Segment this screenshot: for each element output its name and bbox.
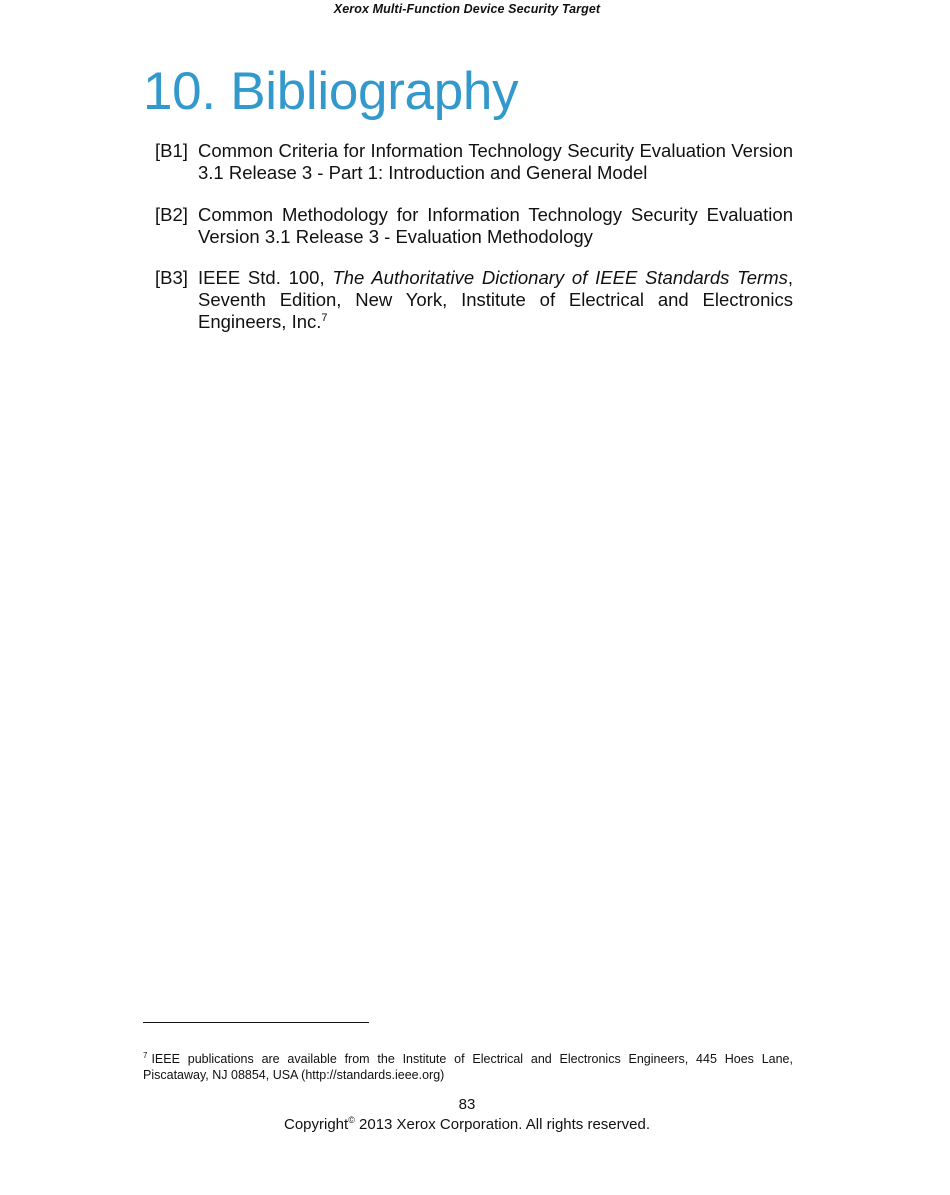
page-footer	[0, 1095, 934, 1135]
entry-text: Common Methodology for Information Technology Security Evaluation Version 3.1 Release 3 - Evaluation Methodology	[198, 203, 793, 247]
copyright-line	[0, 1115, 934, 1135]
footnote-text: IEEE publications are available from the Institute of Electrical and Electronics Engineers, 445 Hoes Lane, Piscataway, NJ 08854, USA (http://standards.ieee.org)	[143, 1052, 793, 1082]
bibliography-entry-b2	[155, 204, 793, 248]
entry-text: Common Criteria for Information Technology Security Evaluation Version 3.1 Release 3 - Part 1: Introduction and General Model	[198, 140, 793, 183]
footnote-divider	[143, 1022, 369, 1023]
footnote-reference[interactable]: 7	[321, 312, 328, 324]
chapter-title: 10. Bibliography	[143, 62, 519, 121]
entry-label: [B1]	[155, 140, 188, 161]
entry-text-after: , Seventh Edition, New York, Institute of Electrical and Electronics Engineers, Inc.	[198, 267, 794, 332]
footnote	[143, 1052, 793, 1083]
entry-text-before: IEEE Std. 100,	[198, 267, 325, 288]
entry-label: [B3]	[155, 267, 188, 288]
bibliography-entry-b3	[155, 267, 793, 333]
running-header: Xerox Multi-Function Device Security Target	[333, 2, 601, 16]
bibliography-list	[155, 140, 793, 353]
entry-italic-title: The Authoritative Dictionary of IEEE Standards Terms	[332, 267, 788, 288]
entry-label: [B2]	[155, 203, 188, 225]
bibliography-entry-b1	[155, 140, 793, 184]
copyright-suffix: 2013 Xerox Corporation. All rights reserved.	[354, 1116, 650, 1133]
copyright-symbol: ©	[348, 1115, 355, 1125]
page-number: 83	[458, 1096, 476, 1113]
footnote-number: 7	[143, 1051, 148, 1060]
copyright-prefix: Copyright	[284, 1116, 349, 1133]
entry-text	[198, 267, 793, 333]
